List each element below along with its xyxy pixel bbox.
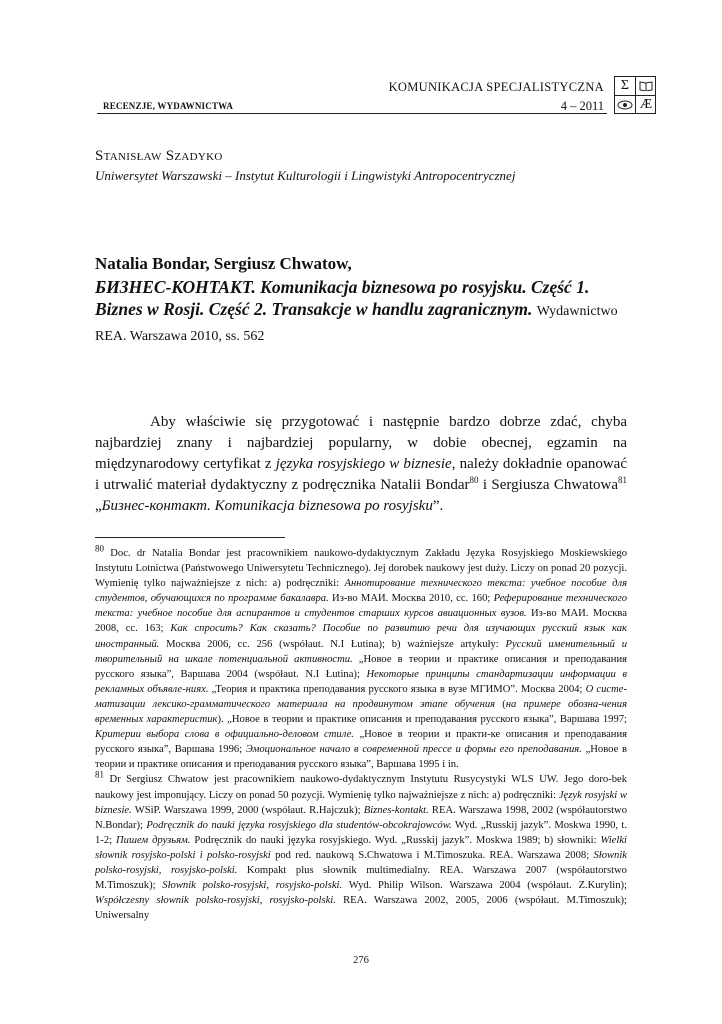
book-publisher: Wydawnictwo REA. Warszawa 2010, ss. 562 — [95, 304, 618, 344]
text-run: Wyd. Philip Wilson. Warszawa 2004 (współaut. Z.Kurylin); — [342, 880, 627, 892]
text-run: REA. Warszawa 1998, 2002 (współautorstwo N.Bondar); — [95, 804, 628, 831]
sigma-icon: Σ — [620, 78, 630, 93]
text-run-italic: Некоторые принципы стандартизации информации в рекламных объявле-ниях. — [95, 668, 628, 695]
book-title-block — [95, 276, 627, 348]
text-run-italic: Русский именительный и творительный на шкале потенциальной активности. — [95, 638, 627, 665]
footnote-ref-80[interactable]: 80 — [469, 475, 479, 485]
footnote-rule — [95, 537, 285, 538]
author-affiliation: Uniwersytet Warszawski – Instytut Kulturologii i Lingwistyki Antropocentrycznej — [95, 168, 516, 183]
footnotes — [95, 543, 628, 923]
text-run-italic: Критерии выбора слова в официально-деловом стиле. — [95, 729, 354, 741]
paragraph-1 — [95, 412, 627, 517]
text-run-italic: Współczesny słownik polsko-rosyjski, rosyjsko-polski. — [95, 895, 336, 907]
text-run-italic: Бизнес-контакт. Komunikacja biznesowa po rosyjsku — [101, 498, 433, 514]
footnote-ref-81[interactable]: 81 — [618, 475, 627, 485]
text-run-italic: Słownik polsko-rosyjski, rosyjsko-polski. — [162, 880, 343, 892]
text-run: WSiP. Warszawa 1999, 2000 (współaut. R.Hajczuk); — [131, 804, 364, 816]
eye-icon — [615, 95, 635, 114]
text-run: REA. Warszawa 2002, 2005, 2006 (współaut. M.Timoszuk); Uniwersalny — [95, 895, 627, 922]
footnote-81 — [95, 769, 628, 923]
text-run-italic: Biznes-kontakt. — [363, 804, 429, 816]
text-run: Kompakt plus słownik multimedialny. REA. Warszawa 2007 (współautorstwo M.Timoszuk); — [95, 864, 627, 892]
text-run-italic: Пишем друзьям. — [116, 834, 191, 846]
text-run: Из-во МАИ. Москва 2008, сс. 163; — [95, 608, 627, 635]
ae-ligature-icon: Æ — [635, 95, 656, 114]
text-run: Dr Sergiusz Chwatow jest pracownikiem naukowo-dydaktycznym Instytutu Rusycystyki WLS UW. Jego doro-bek naukowy jest imponujący. Liczy on ponad 50 pozycji. Wymienię tylko najważniejsze z nich: a) podręczniki: — [95, 774, 627, 801]
text-run: Doc. dr Natalia Bondar jest pracownikiem naukowo-dydaktycznym Zakładu Języka Rosyjskiego Moskiewskiego Instytutu Lotnictwa (Państwowego Uniwersytetu Technicznego). Jej dorobek naukowy jest duży. Liczy on ponad 20 pozycji. Wymienię tylko najważniejsze z nich: a) podręczniki: — [95, 548, 627, 590]
text-run-italic: Эмоциональное начало в современной прессе и формы его преподавания. — [245, 744, 582, 756]
journal-issue: 4 – 2011 — [560, 99, 604, 113]
text-run-italic: Как спросить? Как сказать? Пособие по развитию речи для изучающих русский язык как иностранный. — [95, 623, 627, 650]
text-run: ). „Новое в теории и практике описания и преподавания русского языка”, Варшава 1997; — [217, 714, 627, 726]
text-run: pod red. naukową S.Chwatowa i M.Timoszuka. REA. Warszawa 2008; — [270, 849, 594, 861]
text-run: „Теория и практика преподавания русского языка в вузе МГИМО”. Москва 2004; — [208, 683, 586, 695]
journal-title: KOMUNIKACJA SPECJALISTYCZNA — [388, 80, 604, 94]
footnote-80 — [95, 543, 628, 772]
footnote-number: 81 — [95, 769, 104, 780]
review-paragraph — [95, 412, 627, 517]
text-run: Москва 2006, сс. 256 (współaut. N.I Łutina); b) ważniejsze artykuły: — [159, 638, 506, 650]
text-run: „Новое в теории и практи-ке описания и преподавания русского языка”, Варшава 1996; — [95, 729, 627, 756]
header-rule — [97, 113, 607, 114]
page-number: 276 — [353, 955, 369, 966]
text-run: „ — [95, 498, 102, 514]
text-run: ( — [495, 698, 506, 710]
text-run-italic: Podręcznik do nauki języka rosyjskiego dla studentów-obcokrajowców. — [146, 819, 452, 831]
text-run: ”. — [432, 498, 444, 514]
text-run-italic: Wielki słownik rosyjsko-polski i polsko-rosyjski — [95, 834, 627, 861]
text-run-italic: języka rosyjskiego w biznesie — [275, 456, 452, 472]
text-run: , należy dokładnie opanować i utrwalić materiał dydaktyczny z podręcznika Natalii Bondar — [95, 456, 627, 493]
text-run: „Новое в теории и практике описания и преподавания русского языка”, Варшава 2004 (współaut. N.I Łutina); — [95, 653, 627, 680]
text-run-italic: О систе-матизации лексико-грамматического материала на продвинутом этапе обучения — [95, 683, 628, 710]
review-author: Stanisław Szadyko — [95, 148, 223, 164]
text-run-italic: Język rosyjski w biznesie. — [95, 789, 627, 816]
text-run: Podręcznik do nauki języka rosyjskiego. Wyd. „Russkij jazyk”. Moskwa 1989; b) słowniki: — [190, 834, 601, 846]
book-icon — [635, 77, 656, 95]
text-run: Aby właściwie się przygotować i następnie bardzo dobrze zdać, chyba najbardziej znany i najbardziej popularny, w dobie obecnej, egzamin na międzynarodowy certyfikat z — [95, 414, 627, 472]
text-run: Wyd. „Russkij jazyk”. Moskwa 1990, t. 1-2; — [95, 819, 627, 846]
text-run-italic: Реферирование технического текста: учебное пособие для аспирантов и студентов старших курсов авиационных вузов. — [95, 593, 627, 620]
text-run: Из-во МАИ. Москва 2010, сс. 160; — [328, 593, 494, 605]
book-title: БИЗНЕС-КОНТАКТ. Komunikacja biznesowa po rosyjsku. Część 1. Biznes w Rosji. Część 2. Transakcje w handlu zagranicznym. — [95, 277, 590, 319]
text-run-italic: Słownik polsko-rosyjski, rosyjsko-polski. — [95, 849, 627, 876]
section-label: RECENZJE, WYDAWNICTWA — [103, 101, 234, 111]
text-run: i Sergiusza Chwatowa — [478, 477, 618, 493]
text-run-italic: Аннотирование технического текста: учебное пособие для студентов, обучающихся по программе бакалавра. — [95, 578, 627, 605]
text-run: „Новое в теории и практике описания и преподавания русского языка”, Варшава 1995 i in. — [95, 744, 627, 771]
footnote-number: 80 — [95, 543, 104, 554]
text-run-italic: на примере обозна-чения временных характеристик — [95, 698, 627, 726]
journal-logo — [614, 76, 656, 114]
book-authors: Natalia Bondar, Sergiusz Chwatow, — [95, 254, 352, 273]
